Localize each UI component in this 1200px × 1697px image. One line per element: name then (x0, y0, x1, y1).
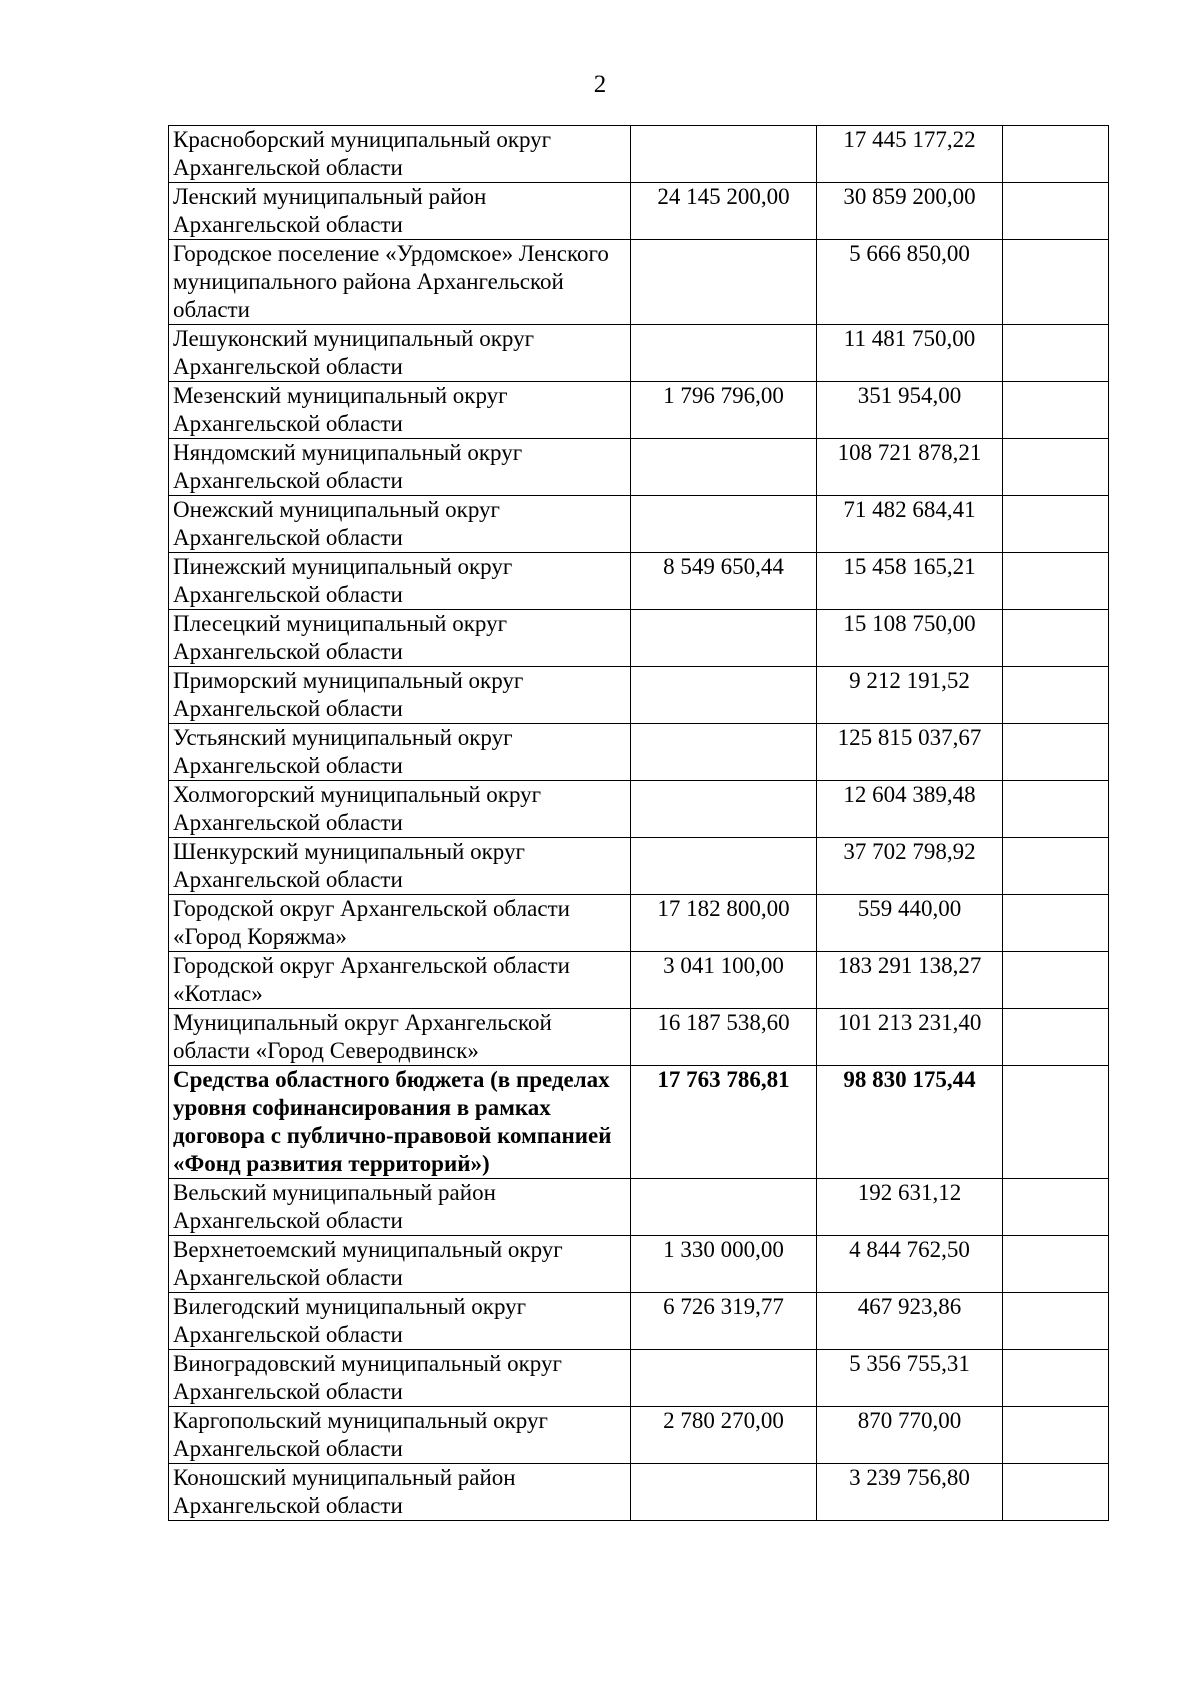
amount-cell-col3: 30 859 200,00 (817, 183, 1003, 240)
amount-cell-col3: 15 108 750,00 (817, 610, 1003, 667)
amount-cell-col4 (1003, 895, 1109, 952)
amount-cell-col2 (631, 439, 817, 496)
amount-cell-col2 (631, 240, 817, 325)
amount-cell-col2 (631, 1350, 817, 1407)
municipality-name-cell: Холмогорский муниципальный округ Архангельской области (169, 781, 631, 838)
amount-cell-col2: 1 330 000,00 (631, 1236, 817, 1293)
amount-cell-col4 (1003, 838, 1109, 895)
amount-cell-col4 (1003, 610, 1109, 667)
table-row (169, 1009, 1109, 1066)
municipality-name-cell: Вилегодский муниципальный округ Архангельской области (169, 1293, 631, 1350)
municipality-name-cell: Красноборский муниципальный округ Архангельской области (169, 126, 631, 183)
amount-cell-col4 (1003, 1179, 1109, 1236)
municipality-name-cell: Городской округ Архангельской области «Город Коряжма» (169, 895, 631, 952)
municipality-name-cell: Верхнетоемский муниципальный округ Архангельской области (169, 1236, 631, 1293)
table-row (169, 553, 1109, 610)
amount-cell-col3: 467 923,86 (817, 1293, 1003, 1350)
amount-cell-col3: 9 212 191,52 (817, 667, 1003, 724)
table-row (169, 838, 1109, 895)
amount-cell-col2 (631, 838, 817, 895)
amount-cell-col3: 101 213 231,40 (817, 1009, 1003, 1066)
amount-cell-col4 (1003, 952, 1109, 1009)
table-row (169, 126, 1109, 183)
amount-cell-col2: 17 763 786,81 (631, 1066, 817, 1179)
amount-cell-col2 (631, 724, 817, 781)
municipality-name-cell: Приморский муниципальный округ Архангельской области (169, 667, 631, 724)
municipality-name-cell: Вельский муниципальный район Архангельской области (169, 1179, 631, 1236)
amount-cell-col2: 1 796 796,00 (631, 382, 817, 439)
amount-cell-col4 (1003, 1407, 1109, 1464)
amount-cell-col3: 559 440,00 (817, 895, 1003, 952)
amount-cell-col4 (1003, 325, 1109, 382)
table-row (169, 1464, 1109, 1521)
amount-cell-col3: 11 481 750,00 (817, 325, 1003, 382)
amount-cell-col3: 12 604 389,48 (817, 781, 1003, 838)
amount-cell-col3: 37 702 798,92 (817, 838, 1003, 895)
amount-cell-col3: 870 770,00 (817, 1407, 1003, 1464)
budget-table-body (169, 126, 1109, 1521)
amount-cell-col4 (1003, 126, 1109, 183)
amount-cell-col2 (631, 1179, 817, 1236)
table-row (169, 183, 1109, 240)
table-row (169, 439, 1109, 496)
amount-cell-col4 (1003, 1350, 1109, 1407)
amount-cell-col2: 8 549 650,44 (631, 553, 817, 610)
amount-cell-col3: 5 666 850,00 (817, 240, 1003, 325)
amount-cell-col3: 5 356 755,31 (817, 1350, 1003, 1407)
amount-cell-col3: 98 830 175,44 (817, 1066, 1003, 1179)
amount-cell-col4 (1003, 781, 1109, 838)
amount-cell-col4 (1003, 382, 1109, 439)
municipality-name-cell: Городской округ Архангельской области «Котлас» (169, 952, 631, 1009)
municipality-name-cell: Муниципальный округ Архангельской области «Город Северодвинск» (169, 1009, 631, 1066)
amount-cell-col2: 3 041 100,00 (631, 952, 817, 1009)
amount-cell-col2: 24 145 200,00 (631, 183, 817, 240)
table-row (169, 1407, 1109, 1464)
amount-cell-col2 (631, 781, 817, 838)
amount-cell-col4 (1003, 240, 1109, 325)
table-row (169, 382, 1109, 439)
table-row (169, 1236, 1109, 1293)
page-number: 2 (593, 71, 607, 98)
amount-cell-col2 (631, 325, 817, 382)
table-row (169, 240, 1109, 325)
municipality-name-cell: Каргопольский муниципальный округ Архангельской области (169, 1407, 631, 1464)
amount-cell-col4 (1003, 724, 1109, 781)
amount-cell-col2: 16 187 538,60 (631, 1009, 817, 1066)
municipality-name-cell: Шенкурский муниципальный округ Архангельской области (169, 838, 631, 895)
amount-cell-col2 (631, 496, 817, 553)
amount-cell-col4 (1003, 1236, 1109, 1293)
table-row (169, 1350, 1109, 1407)
municipality-name-cell: Средства областного бюджета (в пределах уровня софинансирования в рамках договора с публично-правовой компанией «Фонд развития территорий») (169, 1066, 631, 1179)
amount-cell-col3: 17 445 177,22 (817, 126, 1003, 183)
amount-cell-col4 (1003, 1009, 1109, 1066)
table-row (169, 1066, 1109, 1179)
budget-table (168, 125, 1109, 1521)
amount-cell-col4 (1003, 1066, 1109, 1179)
amount-cell-col3: 125 815 037,67 (817, 724, 1003, 781)
amount-cell-col3: 71 482 684,41 (817, 496, 1003, 553)
amount-cell-col3: 183 291 138,27 (817, 952, 1003, 1009)
table-row (169, 1293, 1109, 1350)
table-row (169, 1179, 1109, 1236)
amount-cell-col4 (1003, 667, 1109, 724)
amount-cell-col4 (1003, 183, 1109, 240)
amount-cell-col3: 192 631,12 (817, 1179, 1003, 1236)
amount-cell-col4 (1003, 1464, 1109, 1521)
amount-cell-col4 (1003, 1293, 1109, 1350)
amount-cell-col2 (631, 610, 817, 667)
amount-cell-col3: 4 844 762,50 (817, 1236, 1003, 1293)
table-row (169, 325, 1109, 382)
municipality-name-cell: Онежский муниципальный округ Архангельской области (169, 496, 631, 553)
table-row (169, 496, 1109, 553)
amount-cell-col2: 2 780 270,00 (631, 1407, 817, 1464)
amount-cell-col3: 108 721 878,21 (817, 439, 1003, 496)
amount-cell-col2: 6 726 319,77 (631, 1293, 817, 1350)
amount-cell-col2 (631, 126, 817, 183)
table-row (169, 667, 1109, 724)
municipality-name-cell: Виноградовский муниципальный округ Архангельской области (169, 1350, 631, 1407)
amount-cell-col4 (1003, 553, 1109, 610)
table-row (169, 724, 1109, 781)
municipality-name-cell: Мезенский муниципальный округ Архангельской области (169, 382, 631, 439)
amount-cell-col2 (631, 667, 817, 724)
table-row (169, 952, 1109, 1009)
amount-cell-col3: 3 239 756,80 (817, 1464, 1003, 1521)
municipality-name-cell: Устьянский муниципальный округ Архангельской области (169, 724, 631, 781)
municipality-name-cell: Пинежский муниципальный округ Архангельской области (169, 553, 631, 610)
table-row (169, 895, 1109, 952)
amount-cell-col3: 15 458 165,21 (817, 553, 1003, 610)
amount-cell-col4 (1003, 496, 1109, 553)
table-row (169, 781, 1109, 838)
municipality-name-cell: Ленский муниципальный район Архангельской области (169, 183, 631, 240)
municipality-name-cell: Коношский муниципальный район Архангельской области (169, 1464, 631, 1521)
municipality-name-cell: Няндомский муниципальный округ Архангельской области (169, 439, 631, 496)
amount-cell-col3: 351 954,00 (817, 382, 1003, 439)
amount-cell-col2: 17 182 800,00 (631, 895, 817, 952)
municipality-name-cell: Городское поселение «Урдомское» Ленского муниципального района Архангельской области (169, 240, 631, 325)
table-row (169, 610, 1109, 667)
municipality-name-cell: Плесецкий муниципальный округ Архангельской области (169, 610, 631, 667)
amount-cell-col2 (631, 1464, 817, 1521)
municipality-name-cell: Лешуконский муниципальный округ Архангельской области (169, 325, 631, 382)
amount-cell-col4 (1003, 439, 1109, 496)
